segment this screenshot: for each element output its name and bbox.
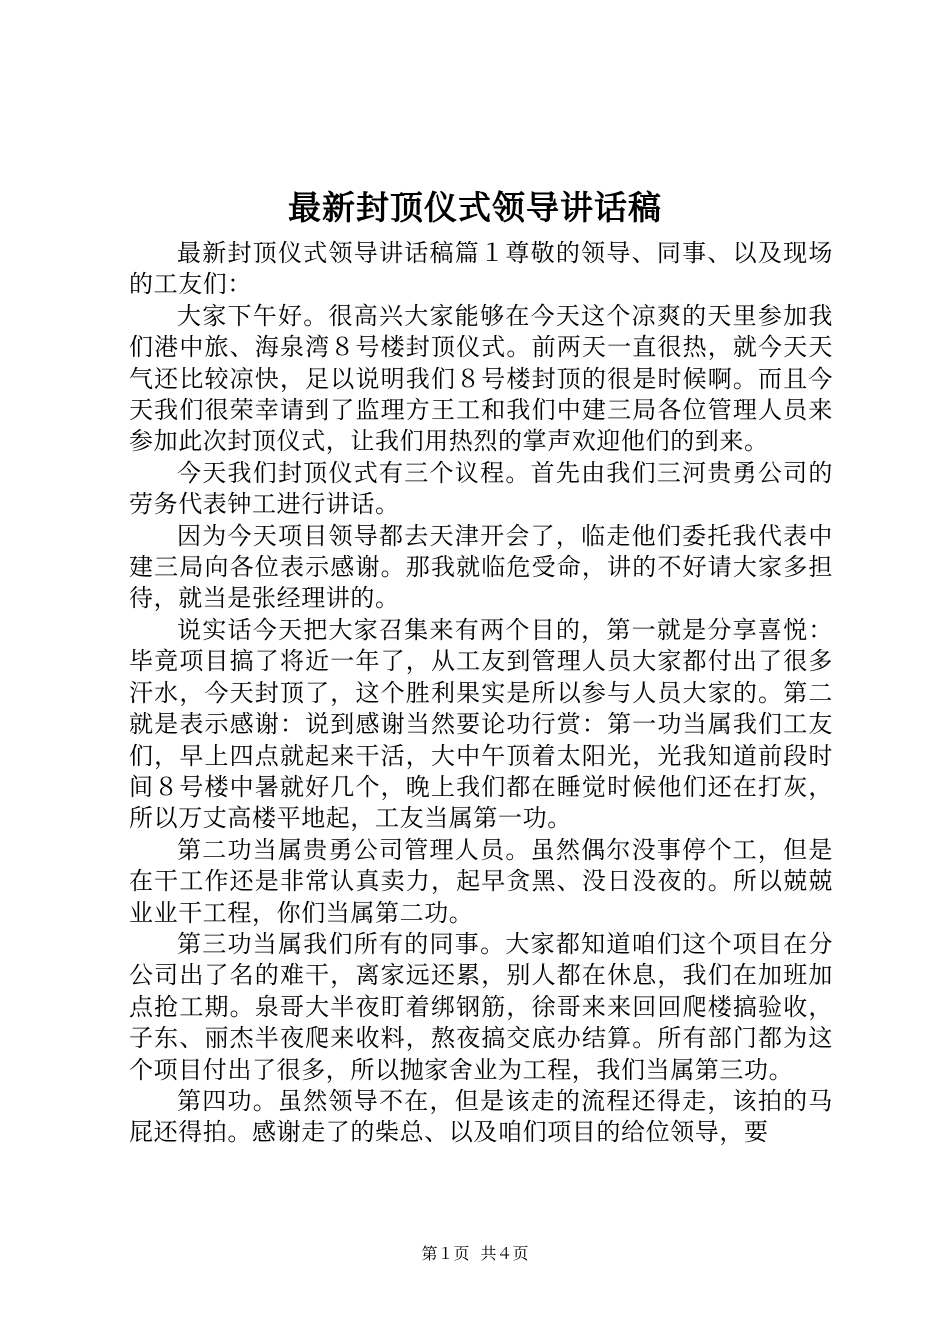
paragraph: 今天我们封顶仪式有三个议程。首先由我们三河贵勇公司的劳务代表钟工进行讲话。 <box>129 458 833 519</box>
paragraph: 第三功当属我们所有的同事。大家都知道咱们这个项目在分公司出了名的难干，离家远还累，别人都在休息，我们在加班加点抢工期。泉哥大半夜盯着绑钢筋，徐哥来来回回爬楼搞验收，子东、丽杰半夜爬来收料，熬夜搞交底办结算。所有部门都为这个项目付出了很多，所以抛家舍业为工程，我们当属第三功。 <box>129 929 833 1084</box>
page-total: 共４页 <box>480 1244 529 1263</box>
paragraph: 大家下午好。很高兴大家能够在今天这个凉爽的天里参加我们港中旅、海泉湾８号楼封顶仪式。前两天一直很热，就今天天气还比较凉快，足以说明我们８号楼封顶的很是时候啊。而且今天我们很荣幸请到了监理方王工和我们中建三局各位管理人员来参加此次封顶仪式，让我们用热烈的掌声欢迎他们的到来。 <box>129 301 833 456</box>
paragraph: 第二功当属贵勇公司管理人员。虽然偶尔没事停个工，但是在干工作还是非常认真卖力，起早贪黑、没日没夜的。所以兢兢业业干工程，你们当属第二功。 <box>129 835 833 927</box>
page-number: 第１页 <box>421 1244 470 1263</box>
paragraph: 因为今天项目领导都去天津开会了，临走他们委托我代表中建三局向各位表示感谢。那我就临危受命，讲的不好请大家多担待，就当是张经理讲的。 <box>129 521 833 613</box>
paragraph: 第四功。虽然领导不在，但是该走的流程还得走，该拍的马屁还得拍。感谢走了的柴总、以及咱们项目的给位领导，要 <box>129 1086 833 1147</box>
document-body <box>129 238 833 1149</box>
paragraph: 最新封顶仪式领导讲话稿篇１尊敬的领导、同事、以及现场的工友们： <box>129 239 833 299</box>
page-footer <box>0 1243 950 1265</box>
document-title: 最新封顶仪式领导讲话稿 <box>288 188 662 227</box>
paragraph: 说实话今天把大家召集来有两个目的，第一就是分享喜悦：毕竟项目搞了将近一年了，从工友到管理人员大家都付出了很多汗水，今天封顶了，这个胜利果实是所以参与人员大家的。第二就是表示感谢：说到感谢当然要论功行赏：第一功当属我们工友们，早上四点就起来干活，大中午顶着太阳光，光我知道前段时间８号楼中暑就好几个，晚上我们都在睡觉时候他们还在打灰，所以万丈高楼平地起，工友当属第一功。 <box>129 615 833 833</box>
